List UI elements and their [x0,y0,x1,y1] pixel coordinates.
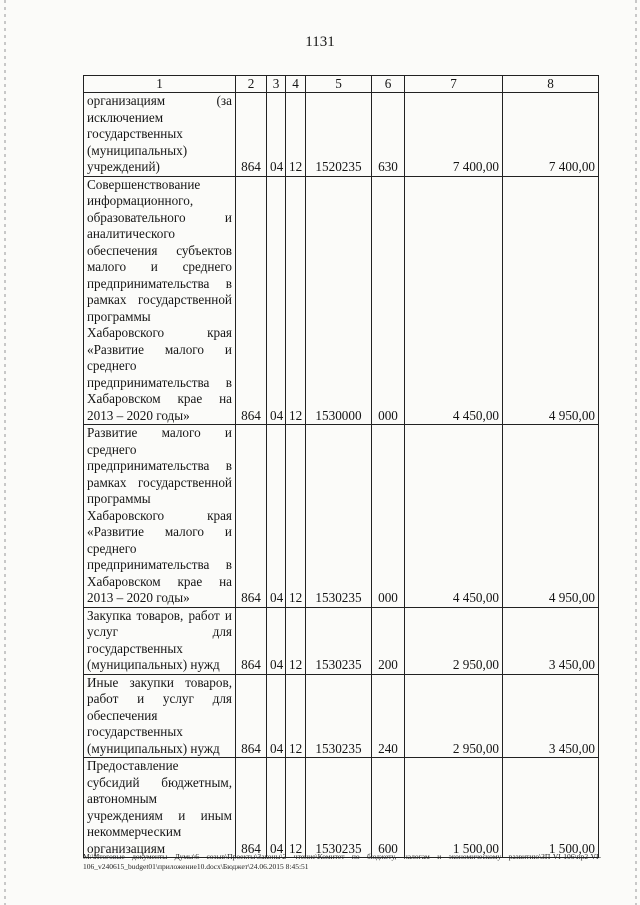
description-line: Закупка товаров, работ и [87,607,232,623]
description-line: государственных [87,640,183,656]
description-line: 2013 – 2020 годы» [87,590,190,605]
code-cell: 04 [267,425,286,608]
description-line: (муниципальных) нужд [87,657,220,672]
code-cell: 12 [286,176,306,425]
code-cell: 1530235 [306,607,372,674]
description-line: Предоставление [87,758,179,773]
description-line: предпринимательства в [87,458,232,473]
code-cell: 12 [286,425,306,608]
code-cell: 04 [267,93,286,177]
page-number: 1131 [305,34,335,50]
row-description [84,176,236,425]
description-line: организациям (за [87,93,232,108]
code-cell: 864 [236,674,267,758]
table-header-row [84,76,599,93]
column-header: 4 [286,76,306,93]
description-line: программы [87,491,151,506]
description-line: программы [87,308,151,324]
table-row [84,758,599,858]
description-line: организациям [87,840,166,856]
row-description [84,674,236,758]
description-line: некоммерческим [87,824,182,839]
description-line: работ и услуг для [87,691,232,706]
table-row [84,176,599,425]
description-line: Хабаровском крае на [87,391,232,406]
amount-cell: 7 400,00 [503,93,599,177]
table-row [84,425,599,608]
description-line: учреждений) [87,159,160,174]
description-line: Хабаровского края [87,507,232,523]
description-line: среднего [87,358,137,373]
budget-table [83,75,599,858]
code-cell: 864 [236,758,267,858]
code-cell: 000 [372,425,405,608]
description-line: рамках государственной [87,292,232,307]
description-line: услуг для [87,624,232,639]
amount-cell: 4 950,00 [503,176,599,425]
scan-edge-right [635,0,637,905]
row-description [84,607,236,674]
code-cell: 12 [286,674,306,758]
description-line: аналитического [87,226,176,241]
description-line: малого и среднего [87,259,232,274]
column-header: 5 [306,76,372,93]
code-cell: 240 [372,674,405,758]
amount-cell: 2 950,00 [405,674,503,758]
amount-cell: 7 400,00 [405,93,503,177]
description-line: «Развитие малого и [87,524,232,539]
scan-edge-left [4,0,6,905]
description-line: Хабаровского края [87,325,232,340]
description-line: государственных [87,724,183,739]
description-line: предпринимательства в [87,557,232,572]
code-cell: 1530235 [306,425,372,608]
description-line: Совершенствование [87,176,201,192]
description-line: учреждениям и иным [87,807,232,823]
description-line: среднего [87,540,137,556]
code-cell: 200 [372,607,405,674]
code-cell: 12 [286,607,306,674]
column-header: 3 [267,76,286,93]
code-cell: 04 [267,758,286,858]
description-line: обеспечения [87,707,158,723]
description-line: рамках государственной [87,474,232,490]
description-line: информационного, [87,193,194,208]
code-cell: 04 [267,674,286,758]
amount-cell: 2 950,00 [405,607,503,674]
description-line: (муниципальных) нужд [87,740,220,756]
description-line: Хабаровском крае на [87,573,232,589]
code-cell: 1520235 [306,93,372,177]
code-cell: 12 [286,758,306,858]
description-line: обеспечения субъектов [87,242,232,258]
code-cell: 12 [286,93,306,177]
table-body [84,93,599,858]
amount-cell: 1 500,00 [503,758,599,858]
column-header: 8 [503,76,599,93]
description-line: Развитие малого и [87,425,232,440]
description-line: «Развитие малого и [87,341,232,357]
code-cell: 864 [236,176,267,425]
description-line: государственных [87,126,183,141]
description-line: 2013 – 2020 годы» [87,407,190,423]
column-header: 7 [405,76,503,93]
description-line: (муниципальных) [87,142,188,158]
table-row [84,674,599,758]
column-header: 6 [372,76,405,93]
description-line: предпринимательства в [87,374,232,390]
code-cell: 1530235 [306,758,372,858]
code-cell: 1530000 [306,176,372,425]
table-row [84,607,599,674]
code-cell: 864 [236,93,267,177]
description-line: автономным [87,791,157,806]
row-description [84,758,236,858]
amount-cell: 3 450,00 [503,607,599,674]
row-description [84,93,236,177]
description-line: образовательного и [87,209,232,225]
amount-cell: 3 450,00 [503,674,599,758]
code-cell: 000 [372,176,405,425]
file-path-footer: M:\Итоговые документы Думы\6 созыв\Проекты\Законы\2 чтение\Комитет по бюджету, налогам и экономическому развитию\ЗП-VI-106\пр2-VI-106_v240615_budget01\приложение10.docx\Бюджет\24.06.2015 8:45:51 [83,852,601,871]
code-cell: 1530235 [306,674,372,758]
code-cell: 04 [267,607,286,674]
code-cell: 04 [267,176,286,425]
code-cell: 864 [236,607,267,674]
column-header: 1 [84,76,236,93]
amount-cell: 4 450,00 [405,425,503,608]
description-line: субсидий бюджетным, [87,774,232,790]
amount-cell: 1 500,00 [405,758,503,858]
table-row [84,93,599,177]
row-description [84,425,236,608]
description-line: Иные закупки товаров, [87,674,232,690]
description-line: исключением [87,109,164,125]
code-cell: 630 [372,93,405,177]
column-header: 2 [236,76,267,93]
amount-cell: 4 450,00 [405,176,503,425]
amount-cell: 4 950,00 [503,425,599,608]
code-cell: 600 [372,758,405,858]
description-line: предпринимательства в [87,275,232,291]
code-cell: 864 [236,425,267,608]
description-line: среднего [87,441,137,457]
